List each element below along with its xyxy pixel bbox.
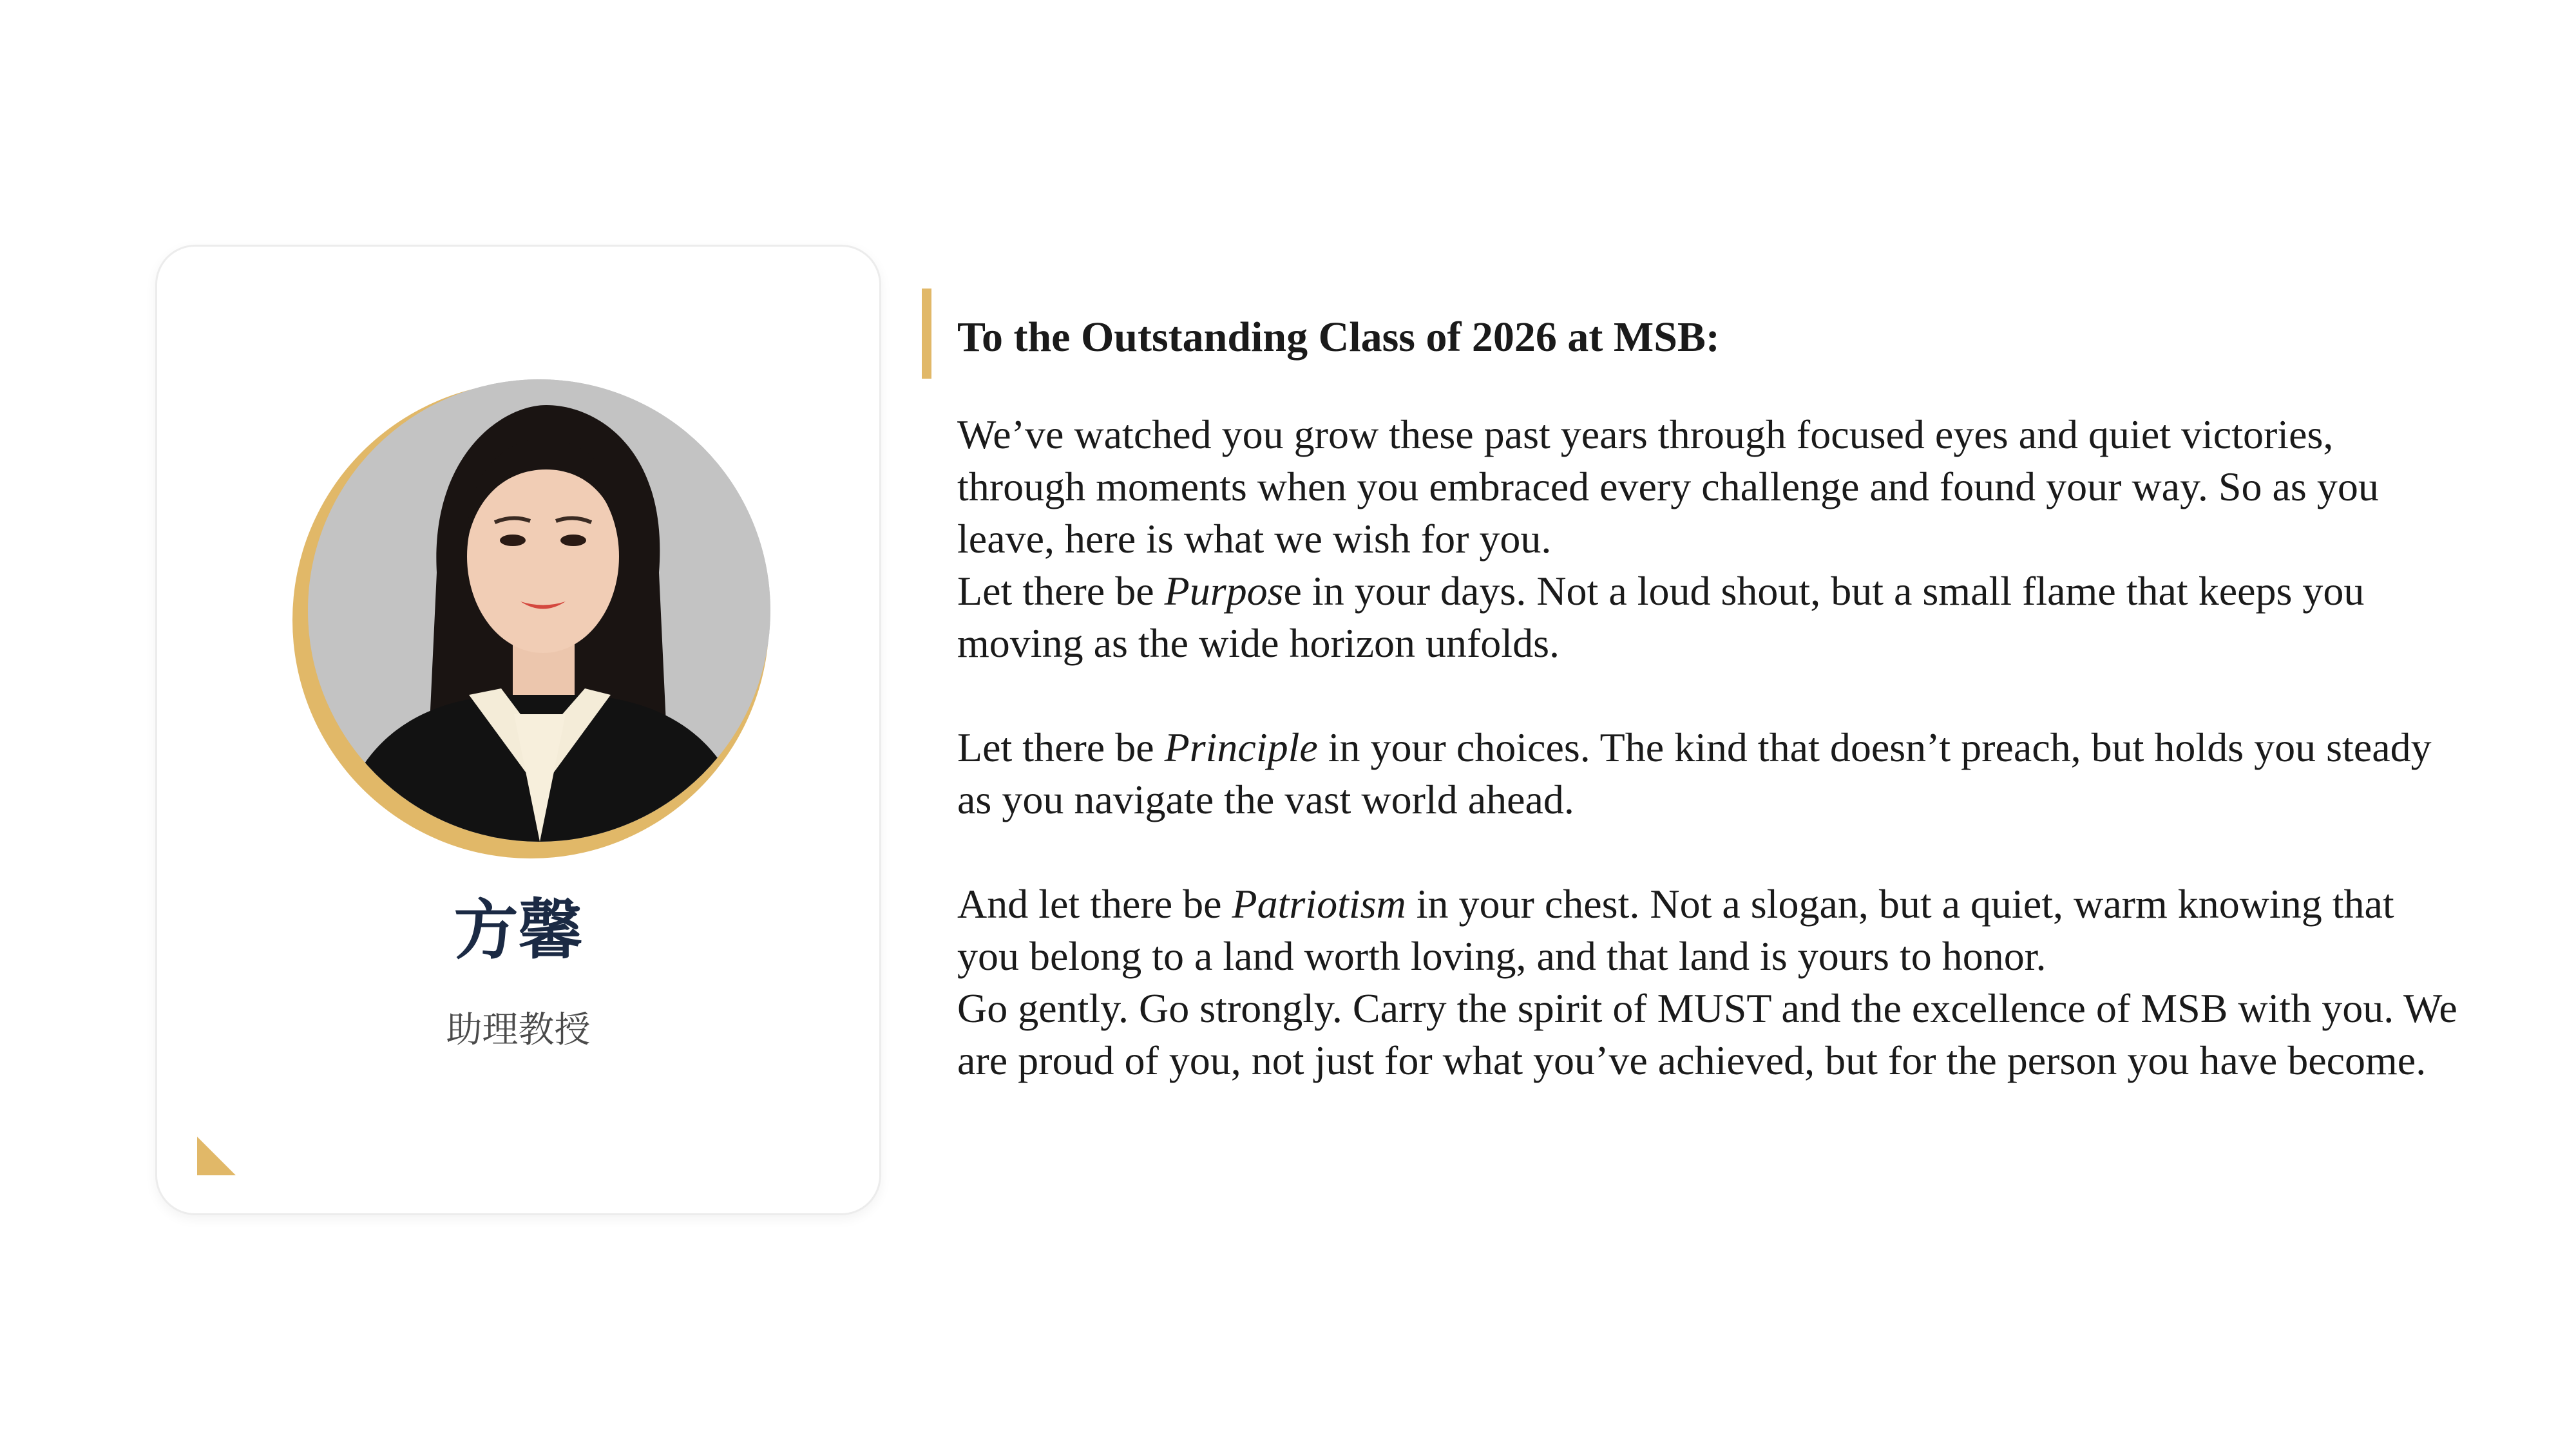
letter-paragraph-3 [957,721,2465,826]
letter-paragraph-4 [957,878,2465,982]
letter-paragraph-5: Go gently. Go strongly. Carry the spirit of MUST and the excellence of MSB with you. We are proud of you, not just for what you’ve achieved, but for the person you have become. [957,985,2457,1083]
p3-emphasis: Principle [1164,724,1318,770]
corner-decoration [197,1137,236,1175]
p4-emphasis: Patriotism [1232,881,1406,927]
profile-card [155,245,881,1215]
p3-text-after: in your choices. The kind that doesn’t preach, but holds you steady as you navigate the vast world ahead. [957,724,2432,822]
avatar [292,382,769,858]
p4-text-before: And let there be [957,881,1232,927]
person-title: 助理教授 [446,1009,591,1051]
p3-text-before: Let there be [957,724,1165,770]
letter-paragraph-1: We’ve watched you grow these past years through focused eyes and quiet victories, through moments when you embraced every challenge and found your way. So as you leave, here is what we wish for you. [957,412,2379,562]
p2-text-after: e in your days. Not a loud shout, but a small flame that keeps you moving as the wide horizon unfolds. [957,568,2365,666]
person-name: 方馨 [453,893,583,968]
p2-text-before: Let there be [957,568,1165,614]
p2-emphasis: Purpos [1164,568,1284,614]
letter-paragraph-2 [957,565,2465,669]
avatar-photo [308,379,770,842]
portrait-image [308,379,770,842]
heading-accent-bar [922,289,931,379]
letter-body [957,304,2465,1086]
letter-heading: To the Outstanding Class of 2026 at MSB: [957,314,1720,361]
p4-text-after: in your chest. Not a slogan, but a quiet, warm knowing that you belong to a land worth loving, and that land is yours to honor. [957,881,2394,979]
